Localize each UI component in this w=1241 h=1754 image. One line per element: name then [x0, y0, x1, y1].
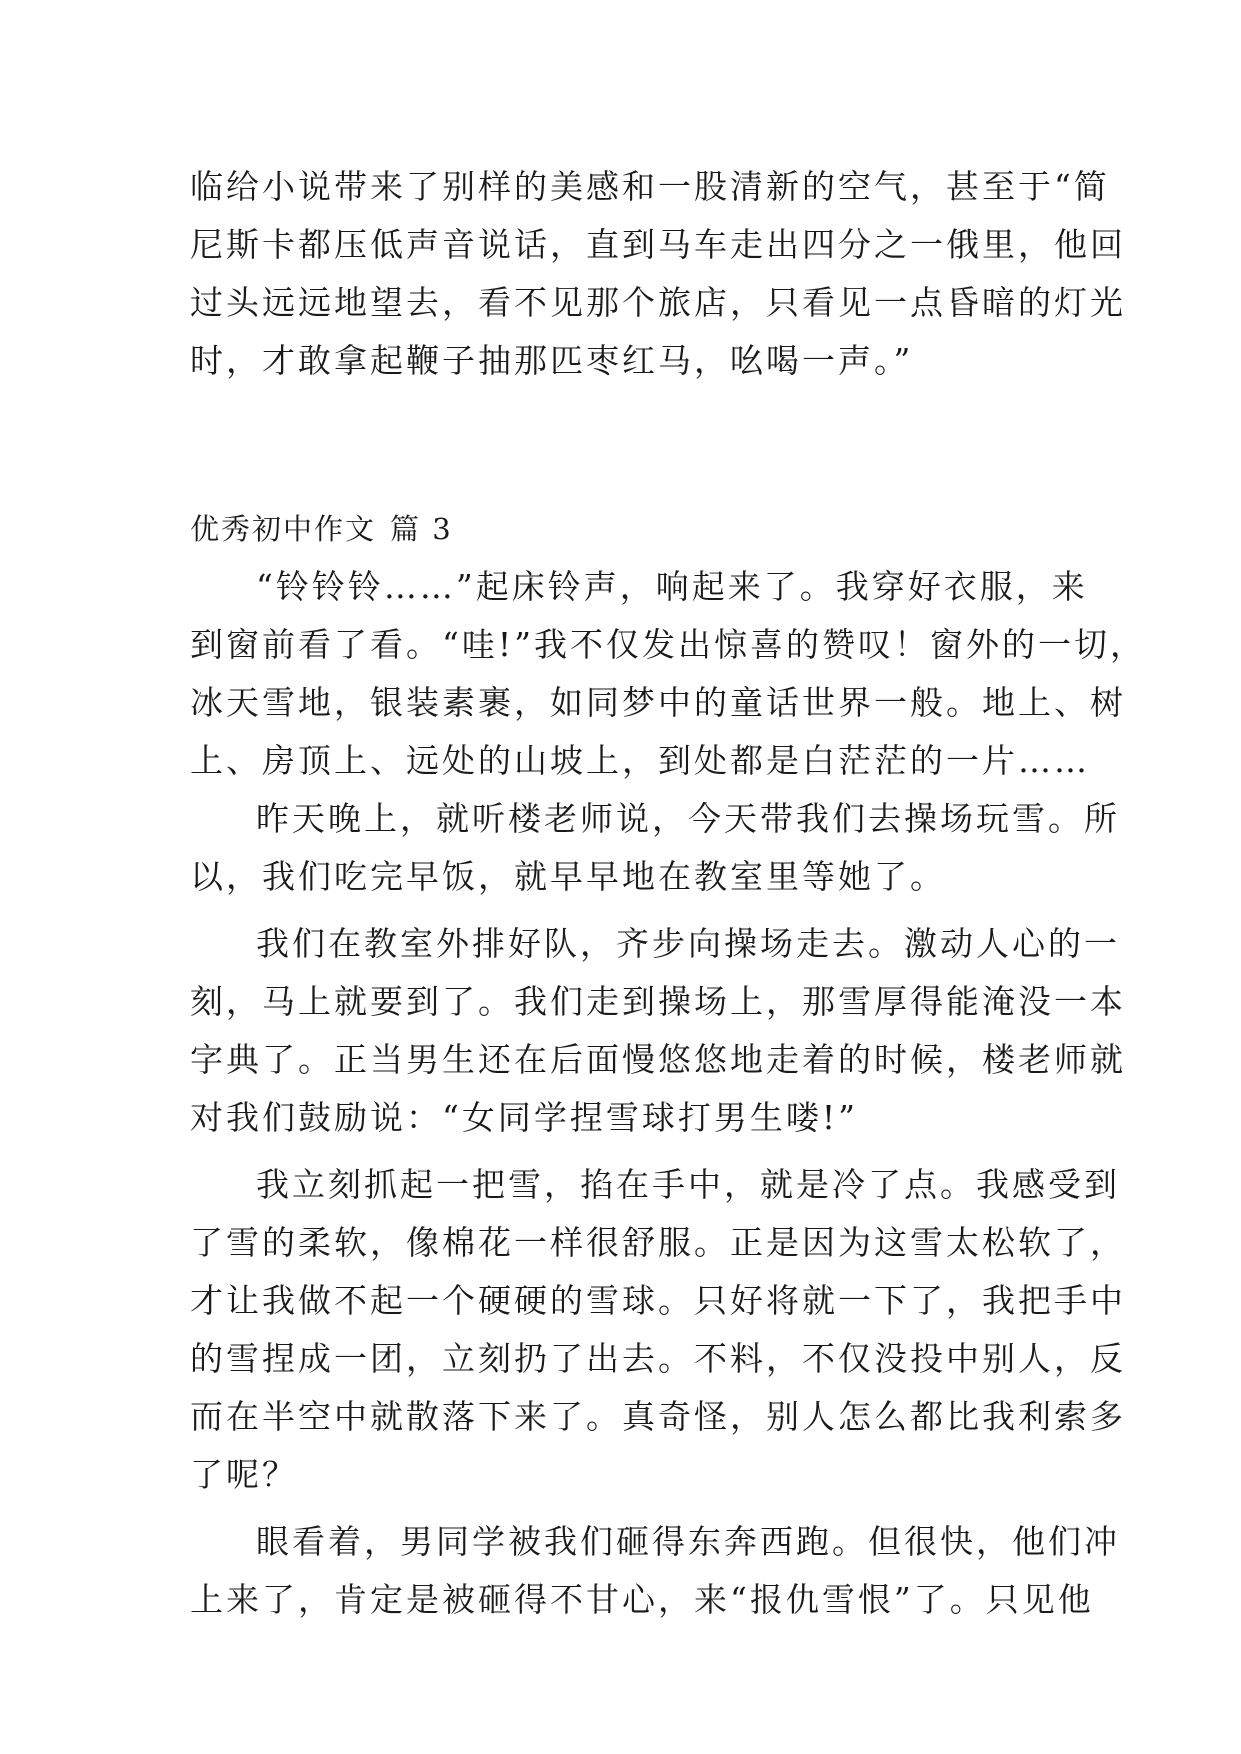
text-line: 到窗前看了看。“哇!”我不仅发出惊喜的赞叹！窗外的一切，: [190, 625, 1147, 664]
text-line: 刻，马上就要到了。我们走到操场上，那雪厚得能淹没一本: [190, 982, 1126, 1021]
text-line: 过头远远地望去，看不见那个旅店，只看见一点昏暗的灯光: [190, 283, 1126, 322]
heading-number: 篇 3: [390, 512, 453, 546]
continued-paragraph: [190, 158, 1126, 390]
text-line: 冰天雪地，银装素裹，如同梦中的童话世界一般。地上、树: [190, 683, 1126, 722]
heading-title: 优秀初中作文: [190, 512, 377, 546]
text-line: 了呢？: [190, 1455, 298, 1494]
paragraph-spacer: [190, 1147, 1070, 1156]
paragraph: [190, 1156, 1126, 1504]
section-heading: [190, 500, 1070, 558]
paragraph-spacer: [190, 1504, 1070, 1513]
paragraph: [190, 790, 1120, 906]
section-spacer: [190, 390, 1070, 500]
text-line: 尼斯卡都压低声音说话，直到马车走出四分之一俄里，他回: [190, 225, 1126, 264]
text-line: 临给小说带来了别样的美感和一股清新的空气，甚至于“简: [190, 167, 1110, 206]
text-line: 字典了。正当男生还在后面慢悠悠地走着的时候，楼老师就: [190, 1040, 1126, 1079]
text-line: “铃铃铃……”起床铃声，响起来了。我穿好衣服，来: [256, 567, 1088, 606]
text-line: 眼看着，男同学被我们砸得东奔西跑。但很快，他们冲: [256, 1522, 1120, 1561]
text-line: 我立刻抓起一把雪，掐在手中，就是冷了点。我感受到: [256, 1165, 1120, 1204]
text-line: 的雪捏成一团，立刻扔了出去。不料，不仅没投中别人，反: [190, 1339, 1126, 1378]
text-line: 我们在教室外排好队，齐步向操场走去。激动人心的一: [256, 924, 1120, 963]
paragraph: [190, 558, 1147, 790]
paragraph-spacer: [190, 906, 1070, 915]
text-line: 以，我们吃完早饭，就早早地在教室里等她了。: [190, 857, 946, 896]
paragraph: [190, 1513, 1120, 1629]
text-line: 而在半空中就散落下来了。真奇怪，别人怎么都比我利索多: [190, 1397, 1126, 1436]
text-line: 昨天晚上，就听楼老师说，今天带我们去操场玩雪。所: [256, 799, 1120, 838]
text-line: 了雪的柔软，像棉花一样很舒服。正是因为这雪太松软了，: [190, 1223, 1126, 1262]
text-line: 上来了，肯定是被砸得不甘心，来“报仇雪恨”了。只见他: [190, 1580, 1094, 1619]
document-page: [190, 158, 1147, 1629]
text-line: 对我们鼓励说：“女同学捏雪球打男生喽!”: [190, 1098, 859, 1137]
text-line: 才让我做不起一个硬硬的雪球。只好将就一下了，我把手中: [190, 1281, 1126, 1320]
text-line: 上、房顶上、远处的山坡上，到处都是白茫茫的一片……: [190, 741, 1090, 780]
paragraph: [190, 915, 1126, 1147]
text-line: 时，才敢拿起鞭子抽那匹枣红马，吆喝一声。”: [190, 341, 914, 380]
